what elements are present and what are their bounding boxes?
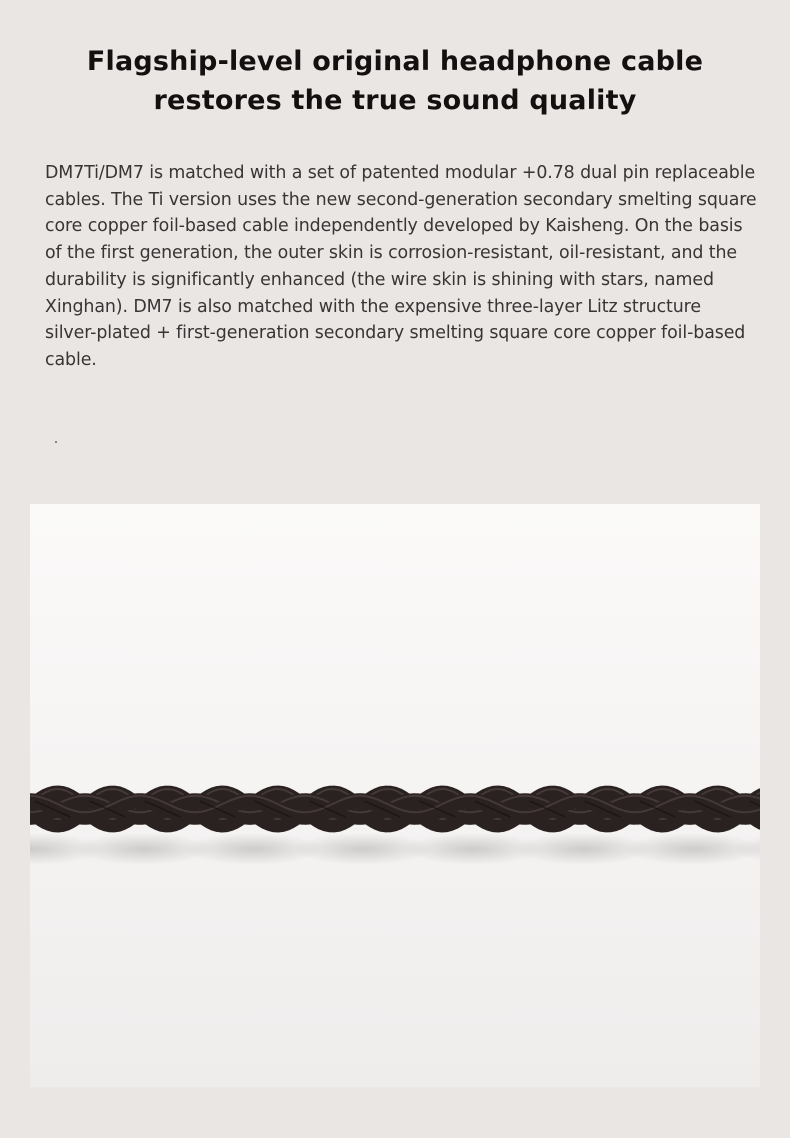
page-title-line-1: Flagship-level original headphone cable bbox=[86, 46, 704, 77]
page-title bbox=[0, 42, 790, 120]
page-title-line-2: restores the true sound quality bbox=[153, 85, 637, 116]
braided-cable-illustration bbox=[30, 504, 760, 1087]
cable-braid bbox=[30, 789, 760, 824]
product-description: DM7Ti/DM7 is matched with a set of patented modular +0.78 dual pin replaceable cables. The Ti version uses the new second-generation secondary smelting square core copper foil-based cable independently developed by Kaisheng. On the basis of the first generation, the outer skin is corrosion-resistant, oil-resistant, and the durability is significantly enhanced (the wire skin is shining with stars, named Xinghan). DM7 is also matched with the expensive three-layer Litz structure silver-plated + first-generation secondary smelting square core copper foil-based cable. bbox=[45, 163, 757, 370]
cable-shadow bbox=[30, 833, 760, 865]
cable-product-photo bbox=[30, 504, 760, 1087]
decorative-dot bbox=[55, 441, 57, 443]
